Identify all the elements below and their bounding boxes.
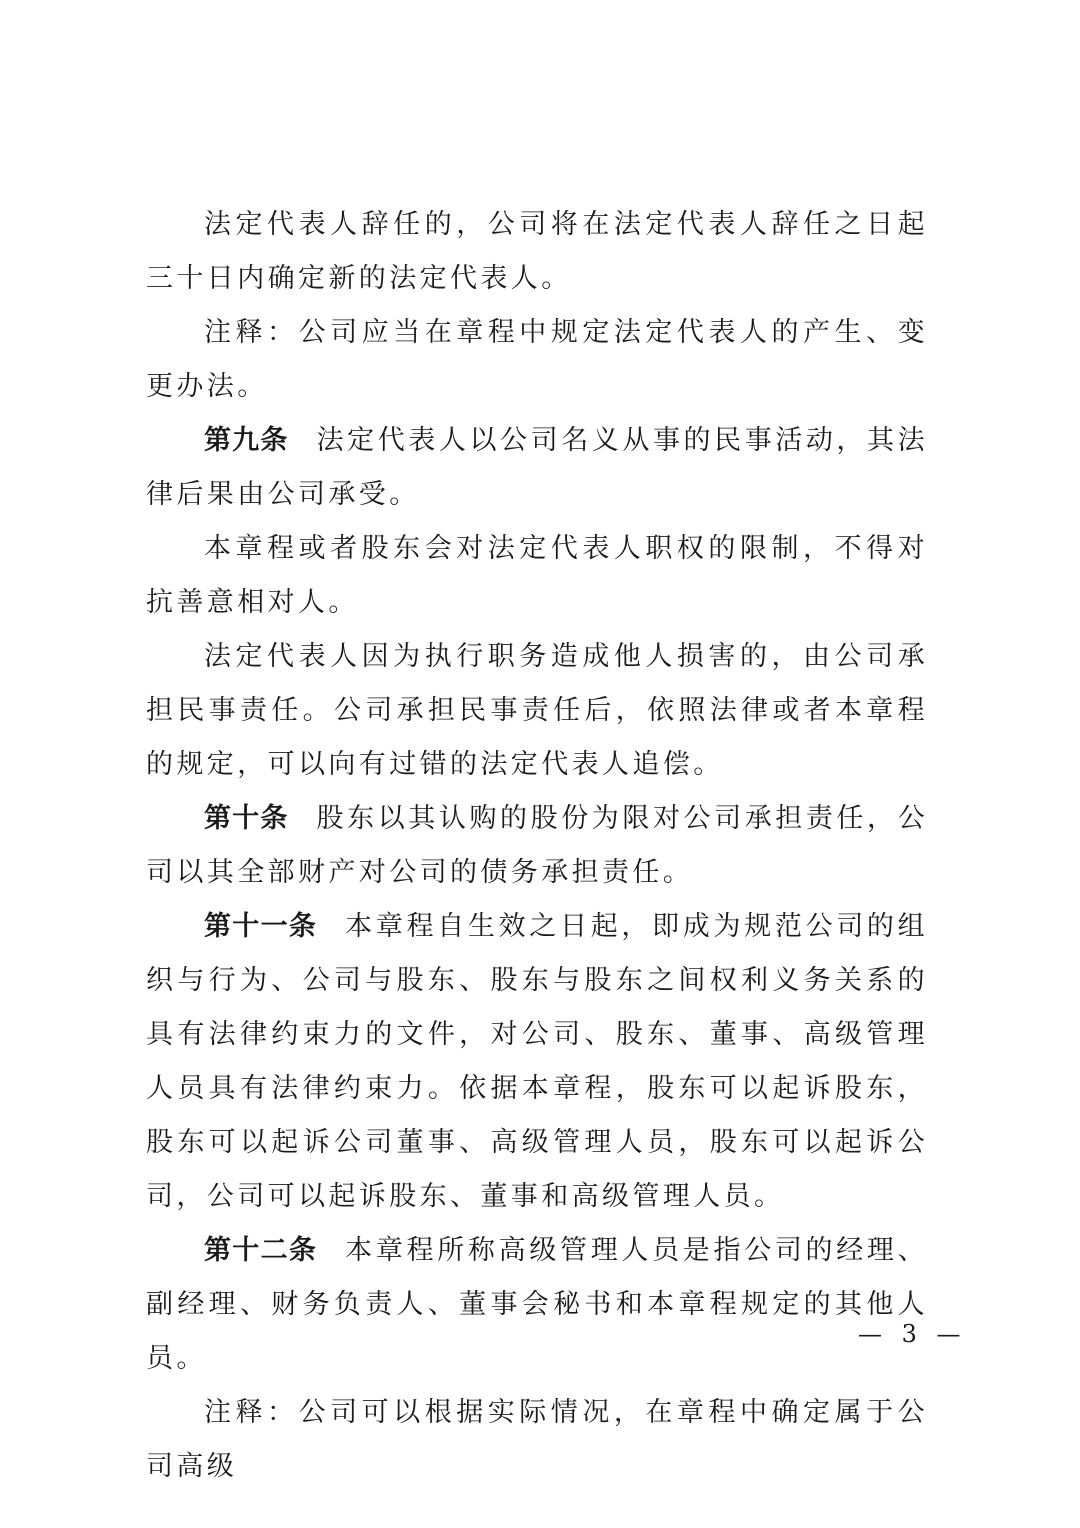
paragraph-9 xyxy=(146,1386,928,1494)
paragraph-2-text: 注释：公司应当在章程中规定法定代表人的产生、变更办法。 xyxy=(146,317,928,402)
article-11-text: 本章程自生效之日起，即成为规范公司的组织与行为、公司与股东、股东与股东之间权利义务关系的具有法律约束力的文件，对公司、股东、董事、高级管理人员具有法律约束力。依据本章程，股东可以起诉股东，股东可以起诉公司董事、高级管理人员，股东可以起诉公司，公司可以起诉股东、董事和高级管理人员。 xyxy=(146,911,928,1212)
paragraph-1-text: 法定代表人辞任的，公司将在法定代表人辞任之日起三十日内确定新的法定代表人。 xyxy=(146,209,928,294)
article-10-text: 股东以其认购的股份为限对公司承担责任，公司以其全部财产对公司的债务承担责任。 xyxy=(146,803,929,888)
article-10 xyxy=(146,792,928,900)
paragraph-2 xyxy=(146,306,928,414)
paragraph-1 xyxy=(146,198,928,306)
article-11-heading: 第十一条 xyxy=(204,911,318,942)
article-11 xyxy=(146,900,928,1224)
article-9-heading: 第九条 xyxy=(204,425,289,456)
paragraph-4-text: 本章程或者股东会对法定代表人职权的限制，不得对抗善意相对人。 xyxy=(146,533,928,618)
article-10-heading: 第十条 xyxy=(204,803,289,834)
paragraph-9-text: 注释：公司可以根据实际情况，在章程中确定属于公司高级 xyxy=(146,1397,928,1482)
article-12 xyxy=(146,1224,928,1386)
paragraph-5-text: 法定代表人因为执行职务造成他人损害的，由公司承担民事责任。公司承担民事责任后，依照法律或者本章程的规定，可以向有过错的法定代表人追偿。 xyxy=(146,641,928,780)
article-12-text: 本章程所称高级管理人员是指公司的经理、副经理、财务负责人、董事会秘书和本章程规定的其他人员。 xyxy=(146,1235,928,1374)
article-9-text: 法定代表人以公司名义从事的民事活动，其法律后果由公司承受。 xyxy=(146,425,929,510)
paragraph-4 xyxy=(146,522,928,630)
article-9 xyxy=(146,414,928,522)
paragraph-5 xyxy=(146,630,928,792)
page-number: — 3 — xyxy=(858,1320,967,1348)
article-12-heading: 第十二条 xyxy=(204,1235,318,1266)
document-body xyxy=(146,198,928,1494)
